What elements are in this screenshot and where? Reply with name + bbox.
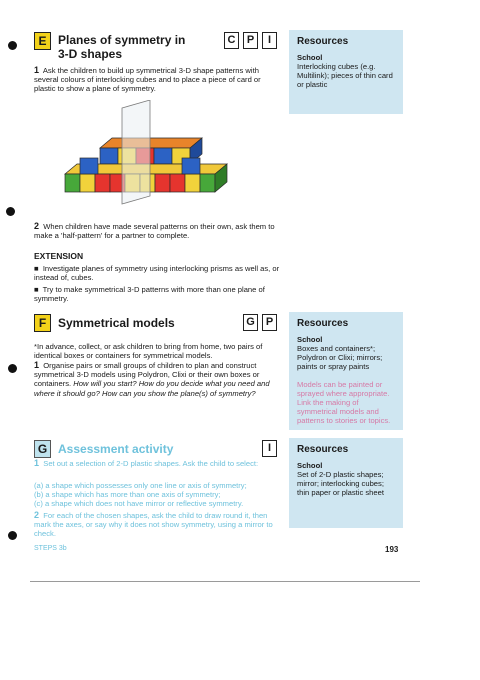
punch-hole-mark [6,207,15,216]
step-text: Ask the children to build up symmetrical 3-D shape patterns with several colours of interlocking cubes and to place a piece of card or plastic to show a plane of symmetry. [34,66,261,94]
section-letter-f: F [34,314,51,332]
resources-panel-f [289,312,403,430]
tag-i: I [262,32,277,49]
tag-c: C [224,32,239,49]
resources-sub: School [297,461,323,470]
section-f-intro: *In advance, collect, or ask children to bring from home, two pairs of identical boxes or containers for symmetrical models. [34,342,263,361]
option-item: (c) a shape which does not have mirror or reflective symmetry. [34,499,244,508]
section-g-step2: 2 For each of the chosen shapes, ask the child to draw round it, then mark the axes, or say why it does not show symmetry, using a mirror to check. [34,510,273,539]
section-g-title: Assessment activity [58,442,174,456]
punch-hole-mark [8,531,17,540]
section-e-step1 [34,66,280,94]
resources-sub: School [297,53,323,62]
step-number: 1 [34,360,40,370]
page-bottom-rule [30,581,420,582]
resources-body: Set of 2-D plastic shapes; mirror; interlocking cubes; thin paper or plastic sheet [297,470,384,498]
question-text: How will you start? How do you decide what you need and where it should go? How can you show the plane(s) of symmetry? [34,379,270,398]
extension-item: ■ Try to make symmetrical 3-D patterns with more than one plane of symmetry. [34,285,265,304]
step-text: When children have made several patterns on their own, ask them to make a 'half-pattern' for a partner to complete. [34,222,275,241]
resources-panel-e [289,30,403,114]
footer-book-title: STEPS 3b [34,545,67,552]
option-item: (b) a shape which has more than one axis of symmetry; [34,490,221,499]
section-e-title-line2: 3-D shapes [58,47,123,61]
resources-note: Models can be painted or sprayed where appropriate. [297,379,390,398]
section-letter-g: G [34,440,51,458]
step-number: 1 [34,65,40,75]
section-e-title-line1: Planes of symmetry in [58,33,186,47]
resources-body: Boxes and containers*; Polydron or Clixi; mirrors; paints or spray paints [297,344,383,372]
resources-title: Resources [297,318,349,329]
tag-g: G [243,314,258,331]
extension-heading: EXTENSION [34,251,84,261]
section-g-step1: 1 Set out a selection of 2-D plastic shapes. Ask the child to select: [34,458,259,468]
step-number: 2 [34,510,40,520]
section-e-step2 [34,222,280,240]
punch-hole-mark [8,364,17,373]
resources-sub: School [297,335,323,344]
resources-panel-g [289,438,403,528]
option-item: (a) a shape which possesses only one line or axis of symmetry; [34,481,247,490]
resources-body: Interlocking cubes (e.g. Multilink); pieces of thin card or plastic [297,62,393,90]
tag-p: P [262,314,277,331]
punch-hole-mark [8,41,17,50]
step-number: 2 [34,221,40,231]
tag-p: P [243,32,258,49]
extension-item: ■ Investigate planes of symmetry using interlocking prisms as well as, or instead of, cubes. [34,264,280,283]
step-number: 1 [34,458,40,468]
section-f-title: Symmetrical models [58,316,175,330]
section-letter-e: E [34,32,51,50]
tag-i: I [262,440,277,457]
resources-title: Resources [297,444,349,455]
interlocking-cubes-illustration [60,100,240,206]
section-f-step1: 1 Organise pairs or small groups of children to plan and construct symmetrical 3-D models using Polydron, Clixi or their own boxes or containers. How will you start? How do you decide what you need and where it should go? How can you show the plane(s) of symmetry? [34,360,270,398]
page-number: 193 [385,545,399,554]
resources-title: Resources [297,36,349,47]
resources-note: Link the making of symmetrical models and patterns to stories or topics. [297,398,391,426]
